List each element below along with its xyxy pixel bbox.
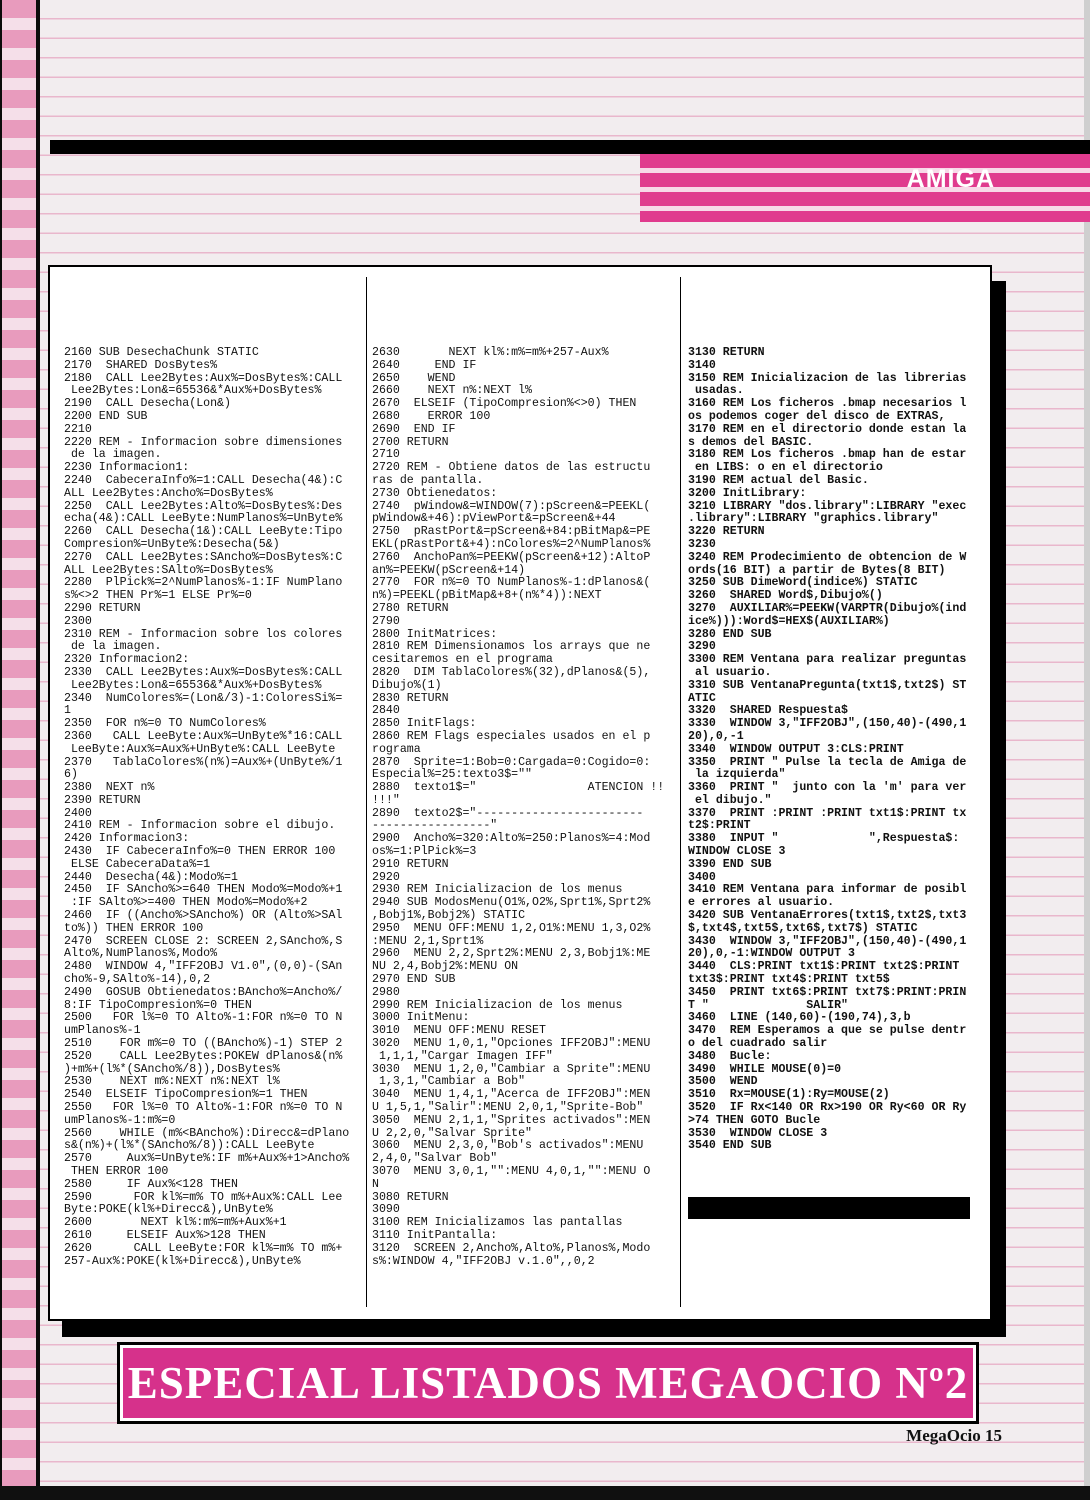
code-line: pWindow&+46):pViewPort&=pScreen&+44: [372, 512, 616, 526]
code-column-2: [372, 347, 677, 1268]
code-line: 2500 FOR l%=0 TO Alto%-1:FOR n%=0 TO N: [64, 1011, 343, 1025]
code-line: Lee2Bytes:Lon&=65536&*Aux%+DosBytes%: [64, 384, 322, 398]
code-line: 3140: [688, 358, 716, 372]
column-divider-1: [366, 277, 367, 1307]
code-line: 2340 NumColores%=(Lon&/3)-1:ColoresSi%=: [64, 691, 343, 705]
code-line: 2350 FOR n%=0 TO NumColores%: [64, 717, 266, 731]
code-line: 2660 NEXT n%:NEXT l%: [372, 384, 533, 398]
header-pink-block: [640, 154, 1090, 222]
code-line: 2940 SUB ModosMenu(O1%,O2%,Sprt1%,Sprt2%: [372, 896, 651, 910]
code-line: 3090: [372, 1203, 400, 1217]
code-line: 3190 REM actual del Basic.: [688, 473, 869, 487]
code-line: 3070 MENU 3,0,1,"":MENU 4,0,1,"":MENU O: [372, 1165, 651, 1178]
code-line: Byte:POKE(kl%+Direcc&),UnByte%: [64, 1203, 273, 1217]
code-line: os podemos coger del disco de EXTRAS,: [688, 409, 946, 423]
code-line: 3290: [688, 640, 716, 654]
code-line: 3450 PRINT txt6$:PRINT txt7$:PRINT:PRIN: [688, 985, 967, 999]
code-line: THEN ERROR 100: [64, 1165, 169, 1178]
banner-title: ESPECIAL LISTADOS MEGAOCIO Nº2: [127, 1358, 969, 1408]
code-line: 3160 REM Los ficheros .bmap necesarios l: [688, 397, 967, 411]
code-line: 2780 RETURN: [372, 601, 449, 615]
code-line: 2900 Ancho%=320:Alto%=250:Planos%=4:Mod: [372, 832, 651, 846]
code-line: T " SALIR": [688, 998, 849, 1012]
code-line: 2310 REM - Informacion sobre los colores: [64, 627, 343, 641]
code-line: txt3$:PRINT txt4$:PRINT txt5$: [688, 973, 890, 987]
code-line: 2830 RETURN: [372, 691, 449, 705]
code-line: 2570 Aux%=UnByte%:IF m%+Aux%+1>Ancho%: [64, 1152, 350, 1166]
code-line: 3460 LINE (140,60)-(190,74),3,b: [688, 1011, 911, 1025]
code-line: de la imagen.: [64, 640, 162, 654]
code-line: 2430 IF CabeceraInfo%=0 THEN ERROR 100: [64, 845, 336, 859]
code-line: 20),0,-1:WINDOW OUTPUT 3: [688, 947, 855, 961]
code-line: 3180 REM Los ficheros .bmap han de estar: [688, 448, 967, 462]
code-line: )+m%+(l%*(SAncho%/8)),DosBytes%: [64, 1062, 280, 1076]
code-line: 2250 CALL Lee2Bytes:Alto%=DosBytes%:Des: [64, 499, 343, 513]
code-line: en LIBS: o en el directorio: [688, 461, 883, 475]
code-line: ice%))):Word$=HEX$(AUXILIAR%): [688, 614, 890, 628]
code-line: 3400: [688, 870, 716, 884]
code-line: 1,1,1,"Cargar Imagen IFF": [372, 1049, 553, 1063]
code-line: cho%-9,SAlto%-14),0,2: [64, 973, 211, 987]
code-line: ras de pantalla.: [372, 473, 484, 487]
code-line: 2,4,0,"Salvar Bob": [372, 1152, 498, 1166]
code-line: 1,3,1,"Cambiar a Bob": [372, 1075, 526, 1089]
code-line: 2730 Obtienedatos:: [372, 486, 498, 500]
code-line: 2630 NEXT kl%:m%=m%+257-Aux%: [372, 346, 609, 359]
code-column-3: [688, 347, 983, 1153]
code-line: usadas.: [688, 384, 744, 398]
code-line: Alto%,NumPlanos%,Modo%: [64, 947, 218, 961]
code-line: 2410 REM - Informacion sobre el dibujo.: [64, 819, 336, 833]
code-line: 3490 WHILE MOUSE(0)=0: [688, 1062, 842, 1076]
code-line: >74 THEN GOTO Bucle: [688, 1113, 821, 1127]
code-line: 2650 WEND: [372, 371, 456, 385]
code-line: 2770 FOR n%=0 TO NumPlanos%-1:dPlanos&(: [372, 576, 651, 590]
code-line: ELSE CabeceraData%=1: [64, 857, 211, 871]
code-line: 2850 InitFlags:: [372, 717, 477, 731]
code-line: 1: [64, 704, 71, 718]
code-line: 2160 SUB DesechaChunk STATIC: [64, 346, 259, 359]
code-line: de la imagen.: [64, 448, 162, 462]
code-line: U 2,2,0,"Salvar Sprite": [372, 1126, 533, 1140]
code-line: s demos del BASIC.: [688, 435, 814, 449]
code-line: 2390 RETURN: [64, 793, 141, 807]
code-line: :IF SAlto%>=400 THEN Modo%=Modo%+2: [64, 896, 308, 910]
code-line: 2620 CALL LeeByte:FOR kl%=m% TO m%+: [64, 1241, 343, 1255]
code-line: an%=PEEKW(pScreen&+14): [372, 563, 526, 577]
code-line: 3110 InitPantalla:: [372, 1228, 498, 1242]
code-line: 2420 Informacion3:: [64, 832, 190, 846]
page-footer: MegaOcio 15: [906, 1426, 1002, 1445]
code-line: 2880 texto1$=" ATENCION !!: [372, 781, 665, 795]
code-line: 2760 AnchoPan%=PEEKW(pScreen&+12):AltoP: [372, 550, 651, 564]
code-line: 6): [64, 768, 78, 782]
code-line: to%)) THEN ERROR 100: [64, 921, 204, 935]
code-line: 3520 IF Rx<140 OR Rx>190 OR Ry<60 OR Ry: [688, 1101, 967, 1115]
code-line: 3280 END SUB: [688, 627, 772, 641]
code-line: EKL(pRastPort&+4):nColores%=2^NumPlanos%: [372, 537, 651, 551]
code-line: 3390 END SUB: [688, 857, 772, 871]
code-column-1: [64, 347, 364, 1268]
code-line: 3020 MENU 1,0,1,"Opciones IFF2OBJ":MENU: [372, 1037, 651, 1051]
special-banner: [120, 1345, 976, 1421]
code-line: 2490 GOSUB Obtienedatos:BAncho%=Ancho%/: [64, 985, 343, 999]
code-line: !!!": [372, 793, 400, 807]
code-line: 2270 CALL Lee2Bytes:SAncho%=DosBytes%:C: [64, 550, 343, 564]
section-tag: AMIGA: [906, 165, 995, 193]
code-line: 3010 MENU OFF:MENU RESET: [372, 1024, 546, 1038]
code-line: 3000 InitMenu:: [372, 1011, 470, 1025]
code-line: 3130 RETURN: [688, 346, 765, 359]
code-line: echa(4&):CALL LeeByte:NumPlanos%=UnByte%: [64, 512, 343, 526]
code-line: os%=1:PlPick%=3: [372, 845, 477, 859]
listing-panel: [48, 265, 992, 1321]
column-divider-2: [680, 277, 681, 1307]
code-line: 3340 WINDOW OUTPUT 3:CLS:PRINT: [688, 742, 904, 756]
code-line: 2860 REM Flags especiales usados en el p: [372, 729, 651, 743]
code-line: 2280 PlPick%=2^NumPlanos%-1:IF NumPlano: [64, 576, 343, 590]
code-line: 2670 ELSEIF (TipoCompresion%<>0) THEN: [372, 397, 637, 411]
code-line: 2170 SHARED DosBytes%: [64, 358, 218, 372]
code-line: 2440 Desecha(4&):Modo%=1: [64, 870, 238, 884]
code-line: 3240 REM Prodecimiento de obtencion de W: [688, 550, 967, 564]
code-line: s&(n%)+(l%*(SAncho%/8)):CALL LeeByte: [64, 1139, 315, 1153]
code-line: 2600 NEXT kl%:m%=m%+Aux%+1: [64, 1216, 287, 1230]
code-line: 3260 SHARED Word$,Dibujo%(): [688, 589, 883, 603]
code-line: ords(16 BIT) a partir de Bytes(8 BIT): [688, 563, 946, 577]
code-line: 2320 Informacion2:: [64, 653, 190, 667]
code-line: 3220 RETURN: [688, 525, 765, 539]
code-line: 2990 REM Inicializacion de los menus: [372, 998, 623, 1012]
code-line: 3300 REM Ventana para realizar preguntas: [688, 653, 967, 667]
code-line: U 1,5,1,"Salir":MENU 2,0,1,"Sprite-Bob": [372, 1101, 644, 1115]
code-line: 3210 LIBRARY "dos.library":LIBRARY "exec: [688, 499, 967, 513]
code-line: 2190 CALL Desecha(Lon&): [64, 397, 231, 411]
left-page-stripes: [2, 0, 36, 1500]
code-line: 2920: [372, 870, 400, 884]
code-line: 3270 AUXILIAR%=PEEKW(VARPTR(Dibujo%(ind: [688, 601, 967, 615]
code-line: 2950 MENU OFF:MENU 1,2,O1%:MENU 1,3,O2%: [372, 921, 651, 935]
code-line: 2210: [64, 422, 92, 436]
code-line: 2180 CALL Lee2Bytes:Aux%=DosBytes%:CALL: [64, 371, 343, 385]
code-line: umPlanos%-1: [64, 1024, 141, 1038]
right-page-edge: [1084, 0, 1090, 1500]
code-line: .library":LIBRARY "graphics.library": [688, 512, 939, 526]
code-line: 2750 pRastPort&=pScreen&+84:pBitMap&=PE: [372, 525, 651, 539]
code-line: e errores al usuario.: [688, 896, 835, 910]
code-line: 2590 FOR kl%=m% TO m%+Aux%:CALL Lee: [64, 1190, 343, 1204]
code-line: 3410 REM Ventana para informar de posibl: [688, 883, 967, 897]
code-line: 3250 SUB DimeWord(indice%) STATIC: [688, 576, 918, 590]
code-line: s%<>2 THEN Pr%=1 ELSE Pr%=0: [64, 589, 252, 603]
code-line: 3500 WEND: [688, 1075, 758, 1089]
code-line: umPlanos%-1:m%=0: [64, 1113, 176, 1127]
code-line: 3420 SUB VentanaErrores(txt1$,txt2$,txt3: [688, 909, 967, 923]
code-line: 3030 MENU 1,2,0,"Cambiar a Sprite":MENU: [372, 1062, 651, 1076]
code-line: 2640 END IF: [372, 358, 477, 372]
code-line: 3330 WINDOW 3,"IFF2OBJ",(150,40)-(490,1: [688, 717, 967, 731]
code-line: WINDOW CLOSE 3: [688, 845, 786, 859]
code-line: 3480 Bucle:: [688, 1049, 772, 1063]
code-line: el dibujo.": [688, 793, 772, 807]
code-line: 3540 END SUB: [688, 1139, 772, 1153]
header-rule: [50, 140, 1090, 154]
code-line: 3150 REM Inicializacion de las librerias: [688, 371, 967, 385]
code-line: N: [372, 1177, 379, 1191]
code-line: 2470 SCREEN CLOSE 2: SCREEN 2,SAncho%,S: [64, 934, 343, 948]
code-line: rograma: [372, 742, 421, 756]
code-line: 3060 MENU 2,3,0,"Bob's activados":MENU: [372, 1139, 644, 1153]
code-line: Compresion%=UnByte%:Desecha(5&): [64, 537, 280, 551]
code-line: 2230 Informacion1:: [64, 461, 190, 475]
code-line: 2870 Sprite=1:Bob=0:Cargada=0:Cogido=0:: [372, 755, 651, 769]
code-line: 3510 Rx=MOUSE(1):Ry=MOUSE(2): [688, 1088, 890, 1102]
code-line: 2840: [372, 704, 400, 718]
code-line: al usuario.: [688, 665, 772, 679]
code-line: 2530 NEXT m%:NEXT n%:NEXT l%: [64, 1075, 280, 1089]
code-line: 2680 ERROR 100: [372, 409, 491, 423]
code-line: 2810 REM Dimensionamos los arrays que ne: [372, 640, 651, 654]
code-line: 2930 REM Inicializacion de los menus: [372, 883, 623, 897]
code-line: Especial%=25:texto3$="": [372, 768, 533, 782]
code-line: 2700 RETURN: [372, 435, 449, 449]
code-line: ATIC: [688, 691, 716, 705]
code-line: 20),0,-1: [688, 729, 744, 743]
code-line: n%)=PEEKL(pBitMap&+8+(n%*4)):NEXT: [372, 589, 602, 603]
code-line: t2$:PRINT: [688, 819, 751, 833]
code-line: 2910 RETURN: [372, 857, 449, 871]
code-line: 2710: [372, 448, 400, 462]
code-line: 2520 CALL Lee2Bytes:POKEW dPlanos&(n%: [64, 1049, 343, 1063]
code-line: 2330 CALL Lee2Bytes:Aux%=DosBytes%:CALL: [64, 665, 343, 679]
code-line: 2980: [372, 985, 400, 999]
code-line: -----------------": [372, 819, 498, 833]
code-line: 2820 DIM TablaColores%(32),dPlanos&(5),: [372, 665, 651, 679]
code-line: 2400: [64, 806, 92, 820]
code-line: 3320 SHARED Respuesta$: [688, 704, 849, 718]
code-line: NU 2,4,Bobj2%:MENU ON: [372, 960, 519, 974]
code-line: Dibujo%(1): [372, 678, 442, 692]
bottom-page-edge: [0, 1486, 1090, 1500]
code-line: 3360 PRINT " junto con la 'm' para ver: [688, 781, 967, 795]
code-line: 2510 FOR m%=0 TO ((BAncho%)-1) STEP 2: [64, 1037, 343, 1051]
code-line: 2960 MENU 2,2,Sprt2%:MENU 2,3,Bobj1%:ME: [372, 947, 651, 961]
code-line: LeeByte:Aux%=Aux%+UnByte%:CALL LeeByte: [64, 742, 336, 756]
code-line: 2200 END SUB: [64, 409, 148, 423]
code-line: 2720 REM - Obtiene datos de las estructu: [372, 461, 651, 475]
code-line: 2610 ELSEIF Aux%>128 THEN: [64, 1228, 266, 1242]
code-line: 2220 REM - Informacion sobre dimensiones: [64, 435, 343, 449]
code-line: 3050 MENU 2,1,1,"Sprites activados":MEN: [372, 1113, 651, 1127]
code-line: ALL Lee2Bytes:SAlto%=DosBytes%: [64, 563, 273, 577]
code-line: 8:IF TipoCompresion%=0 THEN: [64, 998, 252, 1012]
code-line: 2370 TablaColores%(n%)=Aux%+(UnByte%/1: [64, 755, 343, 769]
code-line: 3100 REM Inicializamos las pantallas: [372, 1216, 623, 1230]
code-line: 2290 RETURN: [64, 601, 141, 615]
code-line: 2970 END SUB: [372, 973, 456, 987]
code-line: 2580 IF Aux%<128 THEN: [64, 1177, 238, 1191]
code-line: Lee2Bytes:Lon&=65536&*Aux%+DosBytes%: [64, 678, 322, 692]
code-line: 2690 END IF: [372, 422, 456, 436]
code-line: 3440 CLS:PRINT txt1$:PRINT txt2$:PRINT: [688, 960, 960, 974]
code-line: $,txt4$,txt5$,txt6$,txt7$) STATIC: [688, 921, 918, 935]
code-line: 2540 ELSEIF TipoCompresion%=1 THEN: [64, 1088, 308, 1102]
code-line: 3310 SUB VentanaPregunta(txt1$,txt2$) ST: [688, 678, 967, 692]
code-line: 2300: [64, 614, 92, 628]
code-line: 2240 CabeceraInfo%=1:CALL Desecha(4&):C: [64, 473, 343, 487]
code-line: 3350 PRINT " Pulse la tecla de Amiga de: [688, 755, 967, 769]
code-line: 3200 InitLibrary:: [688, 486, 807, 500]
code-line: la izquierda": [688, 768, 786, 782]
code-line: 3470 REM Esperamos a que se pulse dentr: [688, 1024, 967, 1038]
code-line: 3530 WINDOW CLOSE 3: [688, 1126, 828, 1140]
code-line: cesitaremos en el programa: [372, 653, 553, 667]
code-line: 3170 REM en el directorio donde estan la: [688, 422, 967, 436]
code-line: ,Bobj1%,Bobj2%) STATIC: [372, 909, 526, 923]
code-line: 2550 FOR l%=0 TO Alto%-1:FOR n%=0 TO N: [64, 1101, 343, 1115]
code-line: 2740 pWindow&=WINDOW(7):pScreen&=PEEKL(: [372, 499, 651, 513]
code-line: o del cuadrado salir: [688, 1037, 828, 1051]
column-end-bar: [688, 1197, 970, 1219]
code-line: 3040 MENU 1,4,1,"Acerca de IFF2OBJ":MEN: [372, 1088, 651, 1102]
code-line: 2560 WHILE (m%<BAncho%):Direcc&=dPlano: [64, 1126, 350, 1140]
code-line: ALL Lee2Bytes:Ancho%=DosBytes%: [64, 486, 273, 500]
code-line: 2480 WINDOW 4,"IFF2OBJ V1.0",(0,0)-(SAn: [64, 960, 343, 974]
code-line: 257-Aux%:POKE(kl%+Direcc&),UnByte%: [64, 1254, 301, 1268]
code-line: 2450 IF SAncho%>=640 THEN Modo%=Modo%+1: [64, 883, 343, 897]
code-line: 3080 RETURN: [372, 1190, 449, 1204]
code-line: 2790: [372, 614, 400, 628]
code-line: 3120 SCREEN 2,Ancho%,Alto%,Planos%,Modo: [372, 1241, 651, 1255]
code-line: 3380 INPUT " ",Respuesta$:: [688, 832, 960, 846]
code-line: 2260 CALL Desecha(1&):CALL LeeByte:Tipo: [64, 525, 343, 539]
code-line: 3430 WINDOW 3,"IFF2OBJ",(150,40)-(490,1: [688, 934, 967, 948]
code-line: 2360 CALL LeeByte:Aux%=UnByte%*16:CALL: [64, 729, 343, 743]
code-line: :MENU 2,1,Sprt1%: [372, 934, 484, 948]
code-line: 3230: [688, 537, 716, 551]
code-line: 2800 InitMatrices:: [372, 627, 498, 641]
code-line: 2890 texto2$="------------------------: [372, 806, 644, 820]
code-line: 2460 IF ((Ancho%>SAncho%) OR (Alto%>SAl: [64, 909, 343, 923]
code-line: 2380 NEXT n%: [64, 781, 155, 795]
code-line: s%:WINDOW 4,"IFF2OBJ v.1.0",,0,2: [372, 1254, 595, 1268]
code-line: 3370 PRINT :PRINT :PRINT txt1$:PRINT tx: [688, 806, 967, 820]
